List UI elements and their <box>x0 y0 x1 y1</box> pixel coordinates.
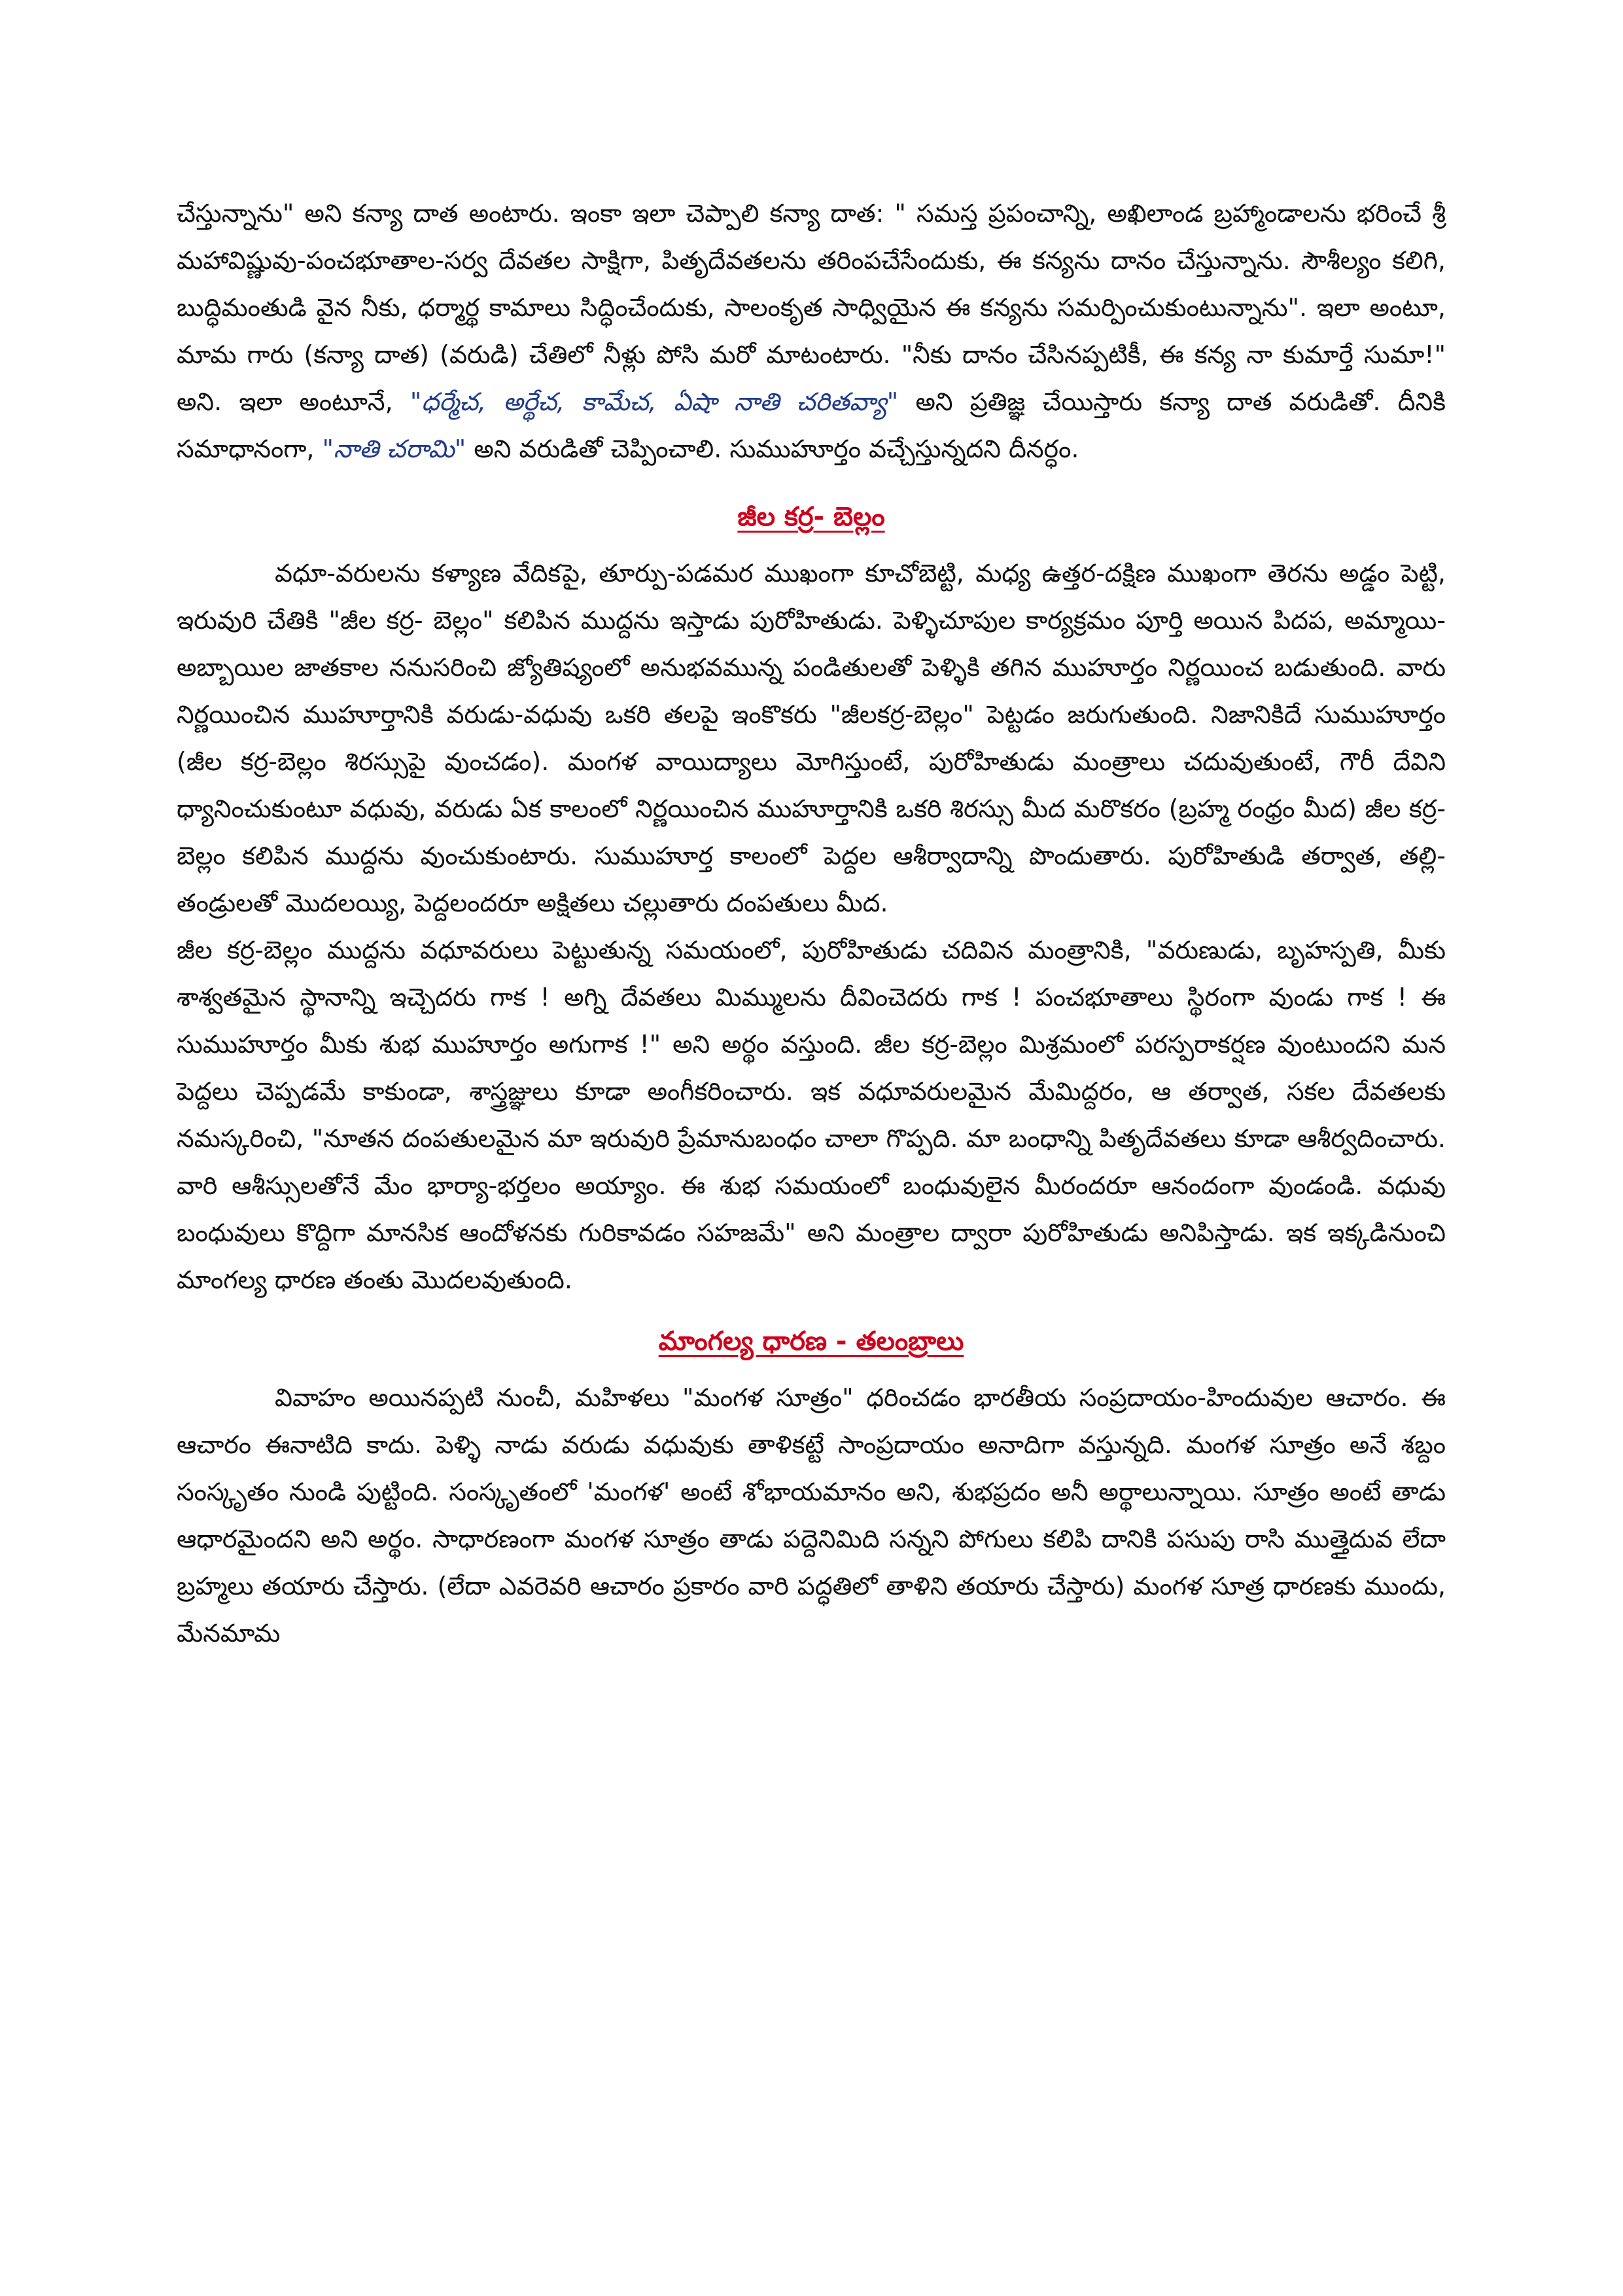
spacer <box>177 472 1446 479</box>
paragraph-text: చేస్తున్నాను" అని కన్యా దాత అంటారు. ఇంకా ఇలా చెప్పాలి కన్యా దాత: " సమస్త ప్రపంచాన్ని, అఖిలాండ బ్రహ్మాండాలను భరించే శ్రీ మహావిష్ణువు-పంచభూతాల-సర్వ దేవతల సాక్షిగా, పితృదేవతలను తరింపచేసేందుకు, ఈ కన్యను దానం చేస్తున్నాను. సౌశీల్యం కలిగి, బుద్ధిమంతుడి వైన నీకు, ధర్మార్థ కామాలు సిద్ధించేందుకు, సాలంకృత సాధ్వియైన ఈ కన్యను సమర్పించుకుంటున్నాను". ఇలా అంటూ, మామ గారు (కన్యా దాత) (వరుడి) చేతిలో నీళ్లు పోసి మరో మాటంటారు. "నీకు దానం చేసినప్పటికీ, ఈ కన్య నా కుమార్తే సుమా!" అని. ఇలా అంటూనే, <box>177 199 1446 416</box>
quote-nathi-charami: "నాతి చరామి" <box>322 434 466 463</box>
section-heading-text: జీల కర్ర- బెల్లం <box>737 502 885 532</box>
section-heading-jeelakarra-bellam <box>177 493 1446 540</box>
paragraph-kanyadanam <box>177 190 1446 472</box>
paragraph-jeelakarra-bellam: వధూ-వరులను కళ్యాణ వేదికపై, తూర్పు-పడమర ముఖంగా కూచోబెట్టి, మధ్య ఉత్తర-దక్షిణ ముఖంగా తెరను అడ్డం పెట్టి, ఇరువురి చేతికి "జీల కర్ర- బెల్లం" కలిపిన ముద్దను ఇస్తాడు పురోహితుడు. పెళ్ళిచూపుల కార్యక్రమం పూర్తి అయిన పిదప, అమ్మాయి-అబ్బాయిల జాతకాల ననుసరించి జ్యోతిష్యంలో అనుభవమున్న పండితులతో పెళ్ళికి తగిన ముహూర్తం నిర్ణయించ బడుతుంది. వారు నిర్ణయించిన ముహూర్తానికి వరుడు-వధువు ఒకరి తలపై ఇంకొకరు "జీలకర్ర-బెల్లం" పెట్టడం జరుగుతుంది. నిజానికిదే సుముహూర్తం (జీల కర్ర-బెల్లం శిరస్సుపై వుంచడం). మంగళ వాయిద్యాలు మోగిస్తుంటే, పురోహితుడు మంత్రాలు చదువుతుంటే, గౌరీ దేవిని ధ్యానించుకుంటూ వధువు, వరుడు ఏక కాలంలో నిర్ణయించిన ముహూర్తానికి ఒకరి శిరస్సు మీద మరొకరం (బ్రహ్మ రంధ్రం మీద) జీల కర్ర-బెల్లం కలిపిన ముద్దను వుంచుకుంటారు. సుముహూర్త కాలంలో పెద్దల ఆశీర్వాదాన్ని పొందుతారు. పురోహితుడి తర్వాత, తల్లి-తండ్రులతో మొదలయ్యి, పెద్దలందరూ అక్షితలు చల్లుతారు దంపతులు మీద. <box>177 559 1446 917</box>
paragraph-text: అని వరుడితో చెప్పించాలి. సుముహూర్తం వచ్చేస్తున్నదని దీనర్ధం. <box>466 434 1079 463</box>
section-heading-text: మాంగల్య ధారణ - తలంబ్రాలు <box>658 1326 964 1356</box>
quote-sanskrit-vow: "ధర్మేచ, అర్థేచ, కామేచ, ఏషా నాతి చరితవ్యా" <box>410 387 899 416</box>
document-page <box>177 190 1446 1657</box>
paragraph-mantra-meaning: జీల కర్ర-బెల్లం ముద్దను వధూవరులు పెట్టుతున్న సమయంలో, పురోహితుడు చదివిన మంత్రానికి, "వరుణుడు, బృహస్పతి, మీకు శాశ్వతమైన స్థానాన్ని ఇచ్చెదరు గాక ! అగ్ని దేవతలు మిమ్ములను దీవించెదరు గాక ! పంచభూతాలు స్థిరంగా వుండు గాక ! ఈ సుముహూర్తం మీకు శుభ ముహూర్తం అగుగాక !" అని అర్థం వస్తుంది. జీల కర్ర-బెల్లం మిశ్రమంలో పరస్పరాకర్షణ వుంటుందని మన పెద్దలు చెప్పడమే కాకుండా, శాస్త్రజ్ఞులు కూడా అంగీకరించారు. ఇక వధూవరులమైన మేమిద్దరం, ఆ తర్వాత, సకల దేవతలకు నమస్కరించి, "నూతన దంపతులమైన మా ఇరువురి ప్రేమానుబంధం చాలా గొప్పది. మా బంధాన్ని పితృదేవతలు కూడా ఆశీర్వదించారు. వారి ఆశీస్సులతోనే మేం భార్యా-భర్తలం అయ్యాం. ఈ శుభ సమయంలో బంధువులైన మీరందరూ ఆనందంగా వుండండి. వధువు బంధువులు కొద్దిగా మానసిక ఆందోళనకు గురికావడం సహజమే" అని మంత్రాల ద్వారా పురోహితుడు అనిపిస్తాడు. ఇక ఇక్కడినుంచి మాంగల్య ధారణ తంతు మొదలవుతుంది. <box>177 936 1446 1294</box>
paragraph-mangala-sutram: వివాహం అయినప్పటి నుంచీ, మహిళలు "మంగళ సూత్రం" ధరించడం భారతీయ సంప్రదాయం-హిందువుల ఆచారం. ఈ ఆచారం ఈనాటిది కాదు. పెళ్ళి నాడు వరుడు వధువుకు తాళికట్టే సాంప్రదాయం అనాదిగా వస్తున్నది. మంగళ సూత్రం అనే శబ్దం సంస్కృతం నుండి పుట్టింది. సంస్కృతంలో 'మంగళ' అంటే శోభాయమానం అని, శుభప్రదం అనీ అర్థాలున్నాయి. సూత్రం అంటే తాడు ఆధారమైందని అని అర్థం. సాధారణంగా మంగళ సూత్రం తాడు పద్దెనిమిది సన్నని పోగులు కలిపి దానికి పసుపు రాసి ముత్తైదువ లేదా బ్రహ్మలు తయారు చేస్తారు. (లేదా ఎవరెవరి ఆచారం ప్రకారం వారి పద్ధతిలో తాళిని తయారు చేస్తారు) మంగళ సూత్ర ధారణకు ముందు, మేనమామ <box>177 1383 1446 1648</box>
section-heading-mangalya-dharana <box>177 1318 1446 1365</box>
paragraph-text: అని ప్రతిజ్ఞ చేయిస్తారు కన్యా దాత వరుడితో. దీనికి సమాధానంగా, <box>177 387 1446 463</box>
